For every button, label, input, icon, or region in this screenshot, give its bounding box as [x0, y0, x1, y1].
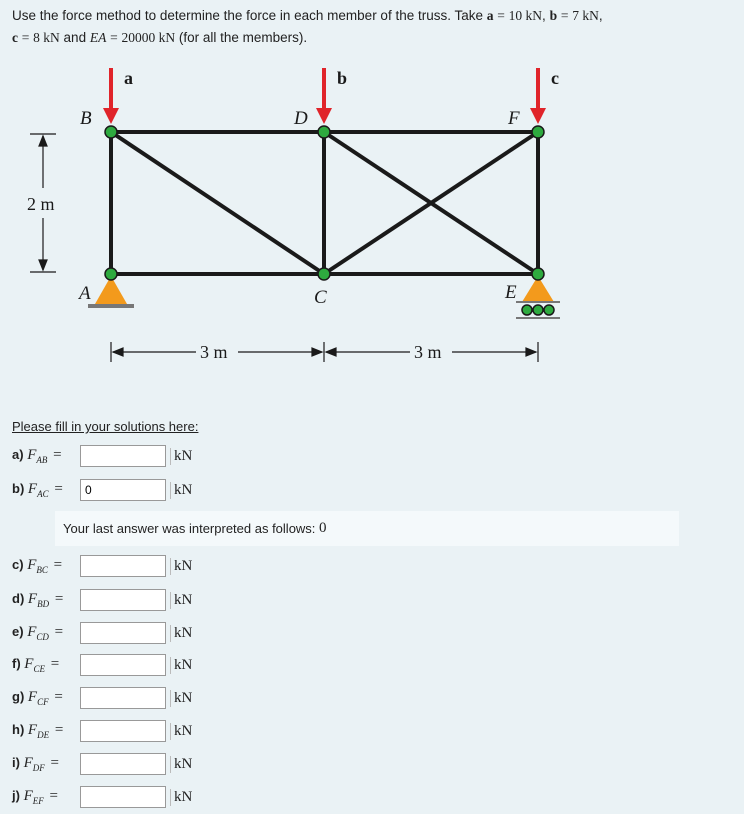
unit-label: kN: [170, 723, 192, 740]
answer-input-ab[interactable]: [80, 445, 166, 467]
node-c: [318, 268, 330, 280]
unit-label: kN: [170, 657, 192, 674]
node-d: [318, 126, 330, 138]
answer-row-bd: [12, 587, 192, 613]
node-label-d: D: [294, 108, 308, 129]
interpretation-box: [55, 511, 679, 546]
answer-row-de: [12, 718, 192, 744]
answer-input-ce[interactable]: [80, 654, 166, 676]
answer-row-bc: [12, 553, 192, 579]
answer-row-ce: [12, 652, 192, 678]
member-bc: [111, 132, 324, 274]
answer-label: j) $F_{EF}$ =: [12, 788, 58, 806]
node-e: [532, 268, 544, 280]
height-label: 2 m: [27, 194, 55, 214]
span-right-label: 3 m: [414, 342, 442, 362]
answer-input-bc[interactable]: [80, 555, 166, 577]
answer-label: e) $F_{CD}$ =: [12, 624, 64, 642]
node-a: [105, 268, 117, 280]
c-symbol: c: [12, 30, 18, 45]
unit-label: kN: [170, 625, 192, 642]
load-label-a: a: [124, 68, 133, 88]
node-b: [105, 126, 117, 138]
load-label-c: c: [551, 68, 559, 88]
answer-label: g) $F_{CF}$ =: [12, 689, 63, 707]
answer-label: c) $F_{BC}$ =: [12, 557, 63, 575]
answer-row-ac: [12, 477, 192, 503]
unit-label: kN: [170, 448, 192, 465]
ea-symbol: EA: [89, 30, 107, 45]
unit-label: kN: [170, 789, 192, 806]
node-label-e: E: [505, 282, 517, 303]
answer-input-ac[interactable]: [80, 479, 166, 501]
answer-input-cf[interactable]: [80, 687, 166, 709]
answer-row-cf: [12, 685, 192, 711]
pin-support-a: [88, 276, 134, 308]
interpretation-value: 0: [319, 520, 327, 536]
answer-input-bd[interactable]: [80, 589, 166, 611]
answer-input-df[interactable]: [80, 753, 166, 775]
answer-row-ef: [12, 784, 192, 810]
a-symbol: a: [486, 8, 494, 23]
unit-label: kN: [170, 558, 192, 575]
ea-value: 20000 kN: [121, 30, 176, 45]
answer-label: d) $F_{BD}$ =: [12, 591, 64, 609]
answer-label: b) $F_{AC}$ =: [12, 481, 63, 499]
c-value: 8 kN: [33, 30, 60, 45]
roller-support-e: [516, 276, 560, 318]
answer-input-ef[interactable]: [80, 786, 166, 808]
answer-row-ab: [12, 443, 192, 469]
a-value: 10 kN: [508, 8, 543, 23]
truss-diagram: [0, 58, 744, 378]
answer-input-cd[interactable]: [80, 622, 166, 644]
answer-label: f) $F_{CE}$ =: [12, 656, 60, 674]
node-label-b: B: [80, 108, 92, 129]
b-value: 7 kN: [572, 8, 599, 23]
interpretation-text: Your last answer was interpreted as follows:: [63, 521, 316, 536]
unit-label: kN: [170, 592, 192, 609]
node-label-f: F: [508, 108, 520, 129]
answer-row-df: [12, 751, 192, 777]
answer-row-cd: [12, 620, 192, 646]
truss-members: [111, 132, 538, 274]
b-symbol: b: [549, 8, 558, 23]
node-label-a: A: [79, 283, 91, 304]
load-label-b: b: [337, 68, 348, 88]
unit-label: kN: [170, 482, 192, 499]
answer-input-de[interactable]: [80, 720, 166, 742]
node-f: [532, 126, 544, 138]
answer-label: h) $F_{DE}$ =: [12, 722, 64, 740]
answer-label: a) $F_{AB}$ =: [12, 447, 62, 465]
unit-label: kN: [170, 756, 192, 773]
node-label-c: C: [314, 287, 327, 308]
span-left-label: 3 m: [200, 342, 228, 362]
fill-in-heading: Please fill in your solutions here:: [12, 419, 199, 434]
span-dimension: [111, 342, 538, 362]
unit-label: kN: [170, 690, 192, 707]
answer-label: i) $F_{DF}$ =: [12, 755, 59, 773]
problem-statement: Use the force method to determine the force in each member of the truss. Take a = 10 kN, b = 7 kN, c = 8 kN and EA = 20000 kN (for all the members).: [12, 8, 603, 45]
